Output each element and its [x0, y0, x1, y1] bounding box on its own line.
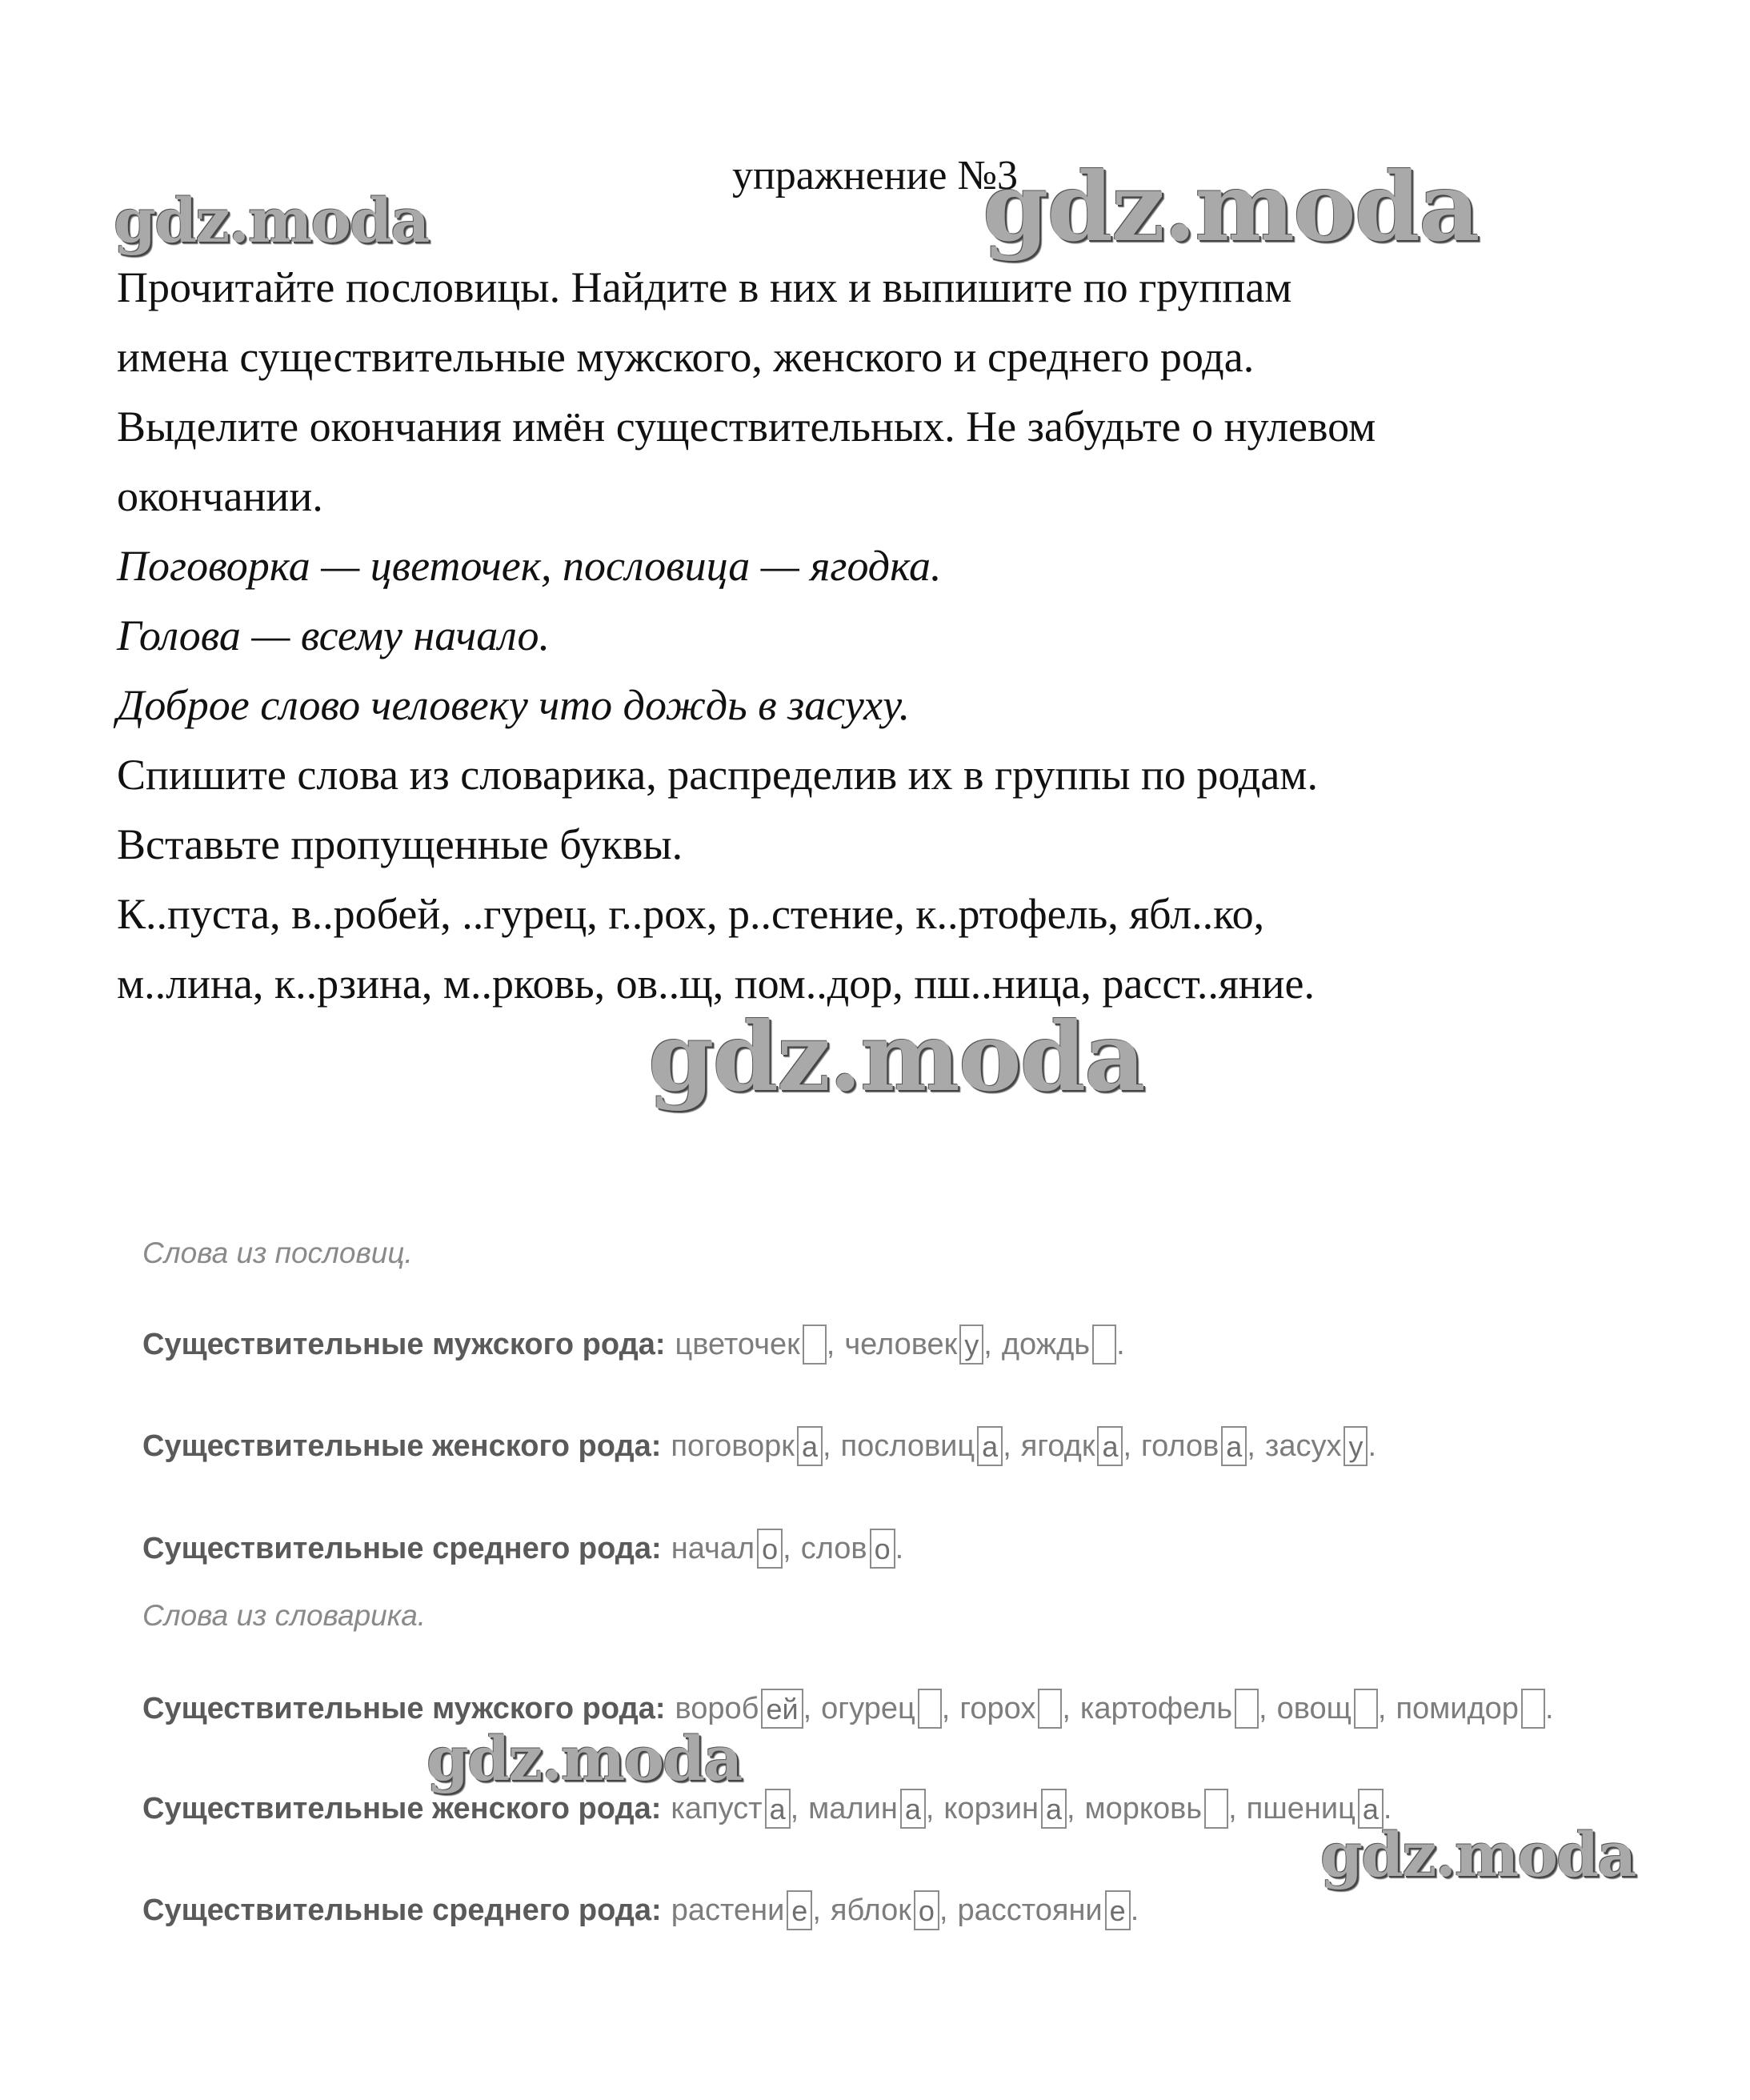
ending-box [1235, 1689, 1259, 1729]
answer-word [671, 1890, 831, 1930]
word-stem: цветочек [675, 1327, 800, 1361]
task-text [117, 253, 1677, 1019]
word-stem: малин [808, 1791, 898, 1825]
comma-separator: , [1003, 1429, 1011, 1463]
task-line: Спишите слова из словарика, распределив их в группы по родам. [117, 751, 1318, 799]
answer-word [1085, 1789, 1247, 1829]
ending-box: а [1221, 1426, 1247, 1466]
ending-box: а [765, 1789, 791, 1829]
answer-row-masculine-dictionary [142, 1689, 1554, 1729]
period: . [1116, 1327, 1125, 1361]
row-label: Существительные среднего рода: [142, 1893, 662, 1927]
answer-word [675, 1689, 822, 1729]
comma-separator: , [1123, 1429, 1132, 1463]
ending-box: а [1097, 1426, 1123, 1466]
answer-word [821, 1689, 959, 1729]
proverb: Доброе слово человеку что дождь в засуху. [117, 681, 911, 729]
answer-word [1396, 1689, 1553, 1729]
row-label: Существительные среднего рода: [142, 1531, 662, 1565]
word-stem: расстояни [957, 1893, 1103, 1927]
word-stem: овощ [1276, 1691, 1352, 1725]
proverb: Голова — всему начало. [117, 611, 550, 659]
word-list-line: К..пуста, в..робей, ..гурец, г..рох, р..стение, к..ртофель, ябл..ко, [117, 890, 1265, 938]
answer-word [671, 1529, 801, 1569]
answer-word [675, 1325, 845, 1365]
period: . [1383, 1791, 1392, 1825]
answer-word [844, 1325, 1002, 1365]
answer-row-feminine-dictionary [142, 1789, 1392, 1829]
row-label: Существительные мужского рода: [142, 1327, 666, 1361]
row-label: Существительные женского рода: [142, 1429, 662, 1463]
comma-separator: , [1259, 1691, 1267, 1725]
word-stem: помидор [1396, 1691, 1519, 1725]
word-stem: голов [1141, 1429, 1219, 1463]
ending-box: а [1041, 1789, 1067, 1829]
row-label: Существительные женского рода: [142, 1791, 662, 1825]
comma-separator: , [1247, 1429, 1255, 1463]
word-group [675, 1325, 1125, 1365]
word-stem: ягодк [1020, 1429, 1095, 1463]
proverb: Поговорка — цветочек, пословица — ягодка. [117, 542, 942, 590]
comma-separator: , [803, 1691, 812, 1725]
ending-box [1521, 1689, 1545, 1729]
word-group [671, 1890, 1139, 1930]
answer-word [808, 1789, 943, 1829]
comma-separator: , [783, 1531, 791, 1565]
word-group [675, 1689, 1554, 1729]
word-stem: растени [671, 1893, 785, 1927]
comma-separator: , [925, 1791, 935, 1825]
answer-row-masculine-proverbs [142, 1325, 1125, 1365]
word-stem: корзин [943, 1791, 1039, 1825]
ending-box: а [1358, 1789, 1384, 1829]
answer-word [671, 1789, 808, 1829]
comma-separator: , [941, 1691, 951, 1725]
answer-word [1080, 1689, 1277, 1729]
comma-separator: , [812, 1893, 821, 1927]
answer-word [1277, 1689, 1396, 1729]
watermark: gdz.moda [426, 1723, 742, 1794]
word-stem: капуст [671, 1791, 763, 1825]
word-list-line: м..лина, к..рзина, м..рковь, ов..щ, пом..дор, пш..ница, расст..яние. [117, 960, 1315, 1008]
ending-box: о [870, 1529, 895, 1569]
comma-separator: , [790, 1791, 799, 1825]
ending-box [1092, 1325, 1116, 1365]
period: . [1544, 1691, 1554, 1725]
word-stem: начал [671, 1531, 755, 1565]
task-line: окончании. [117, 472, 323, 520]
ending-box [803, 1325, 827, 1365]
ending-box [1354, 1689, 1378, 1729]
task-line: имена существительные мужского, женского и среднего рода. [117, 333, 1255, 381]
word-group [671, 1789, 1392, 1829]
word-stem: человек [844, 1327, 958, 1361]
period: . [1130, 1893, 1139, 1927]
ending-box: е [787, 1890, 812, 1930]
answer-word [841, 1426, 1021, 1466]
task-line: Прочитайте пословицы. Найдите в них и выпишите по группам [117, 263, 1292, 311]
watermark: gdz.moda [1320, 1819, 1636, 1890]
ending-box [1204, 1789, 1228, 1829]
period: . [895, 1531, 904, 1565]
exercise-title: упражнение №3 [731, 153, 1019, 198]
ending-box: а [797, 1426, 823, 1466]
task-line: Выделите окончания имён существительных. Не забудьте о нулевом [117, 403, 1376, 451]
ending-box: у [959, 1325, 983, 1365]
answer-row-neuter-proverbs [142, 1529, 903, 1569]
watermark: gdz.moda [983, 151, 1479, 262]
comma-separator: , [1066, 1791, 1075, 1825]
word-stem: дождь [1001, 1327, 1091, 1361]
ending-box: е [1105, 1890, 1131, 1930]
comma-separator: , [983, 1327, 992, 1361]
word-stem: вороб [675, 1691, 759, 1725]
section-heading-dictionary: Слова из словарика. [142, 1599, 426, 1632]
ending-box: ей [761, 1689, 803, 1729]
answer-word [1021, 1426, 1141, 1466]
comma-separator: , [822, 1429, 831, 1463]
word-stem: поговорк [671, 1429, 795, 1463]
watermark: gdz.moda [648, 1001, 1144, 1112]
ending-box: а [900, 1789, 926, 1829]
comma-separator: , [826, 1327, 835, 1361]
answer-word [1247, 1789, 1392, 1829]
word-stem: картофель [1079, 1691, 1233, 1725]
answer-word [1002, 1325, 1125, 1365]
period: . [1368, 1429, 1377, 1463]
answer-row-neuter-dictionary [142, 1890, 1139, 1930]
section-heading-proverbs: Слова из пословиц. [142, 1236, 413, 1269]
answer-word [671, 1426, 840, 1466]
watermark: gdz.moda [114, 185, 429, 256]
ending-box: у [1344, 1426, 1368, 1466]
answer-word [943, 1789, 1084, 1829]
comma-separator: , [1062, 1691, 1071, 1725]
row-label: Существительные мужского рода: [142, 1691, 666, 1725]
word-stem: морковь [1084, 1791, 1203, 1825]
comma-separator: , [939, 1893, 948, 1927]
comma-separator: , [1377, 1691, 1387, 1725]
answer-word [1141, 1426, 1265, 1466]
word-stem: огурец [821, 1691, 915, 1725]
answer-word [831, 1890, 958, 1930]
answer-word [957, 1890, 1139, 1930]
ending-box [1038, 1689, 1062, 1729]
answer-row-feminine-proverbs [142, 1426, 1376, 1466]
word-stem: пословиц [840, 1429, 975, 1463]
ending-box: о [757, 1529, 783, 1569]
task-line: Вставьте пропущенные буквы. [117, 820, 683, 868]
word-stem: слов [800, 1531, 867, 1565]
comma-separator: , [1228, 1791, 1237, 1825]
ending-box [918, 1689, 942, 1729]
word-group [671, 1529, 904, 1569]
answer-word [959, 1689, 1080, 1729]
ending-box: а [977, 1426, 1003, 1466]
word-group [671, 1426, 1376, 1466]
answer-word [1265, 1426, 1376, 1466]
word-stem: пшениц [1246, 1791, 1356, 1825]
word-stem: горох [959, 1691, 1036, 1725]
word-stem: засух [1264, 1429, 1342, 1463]
word-stem: яблок [830, 1893, 911, 1927]
ending-box: о [914, 1890, 939, 1930]
answer-word [801, 1529, 904, 1569]
